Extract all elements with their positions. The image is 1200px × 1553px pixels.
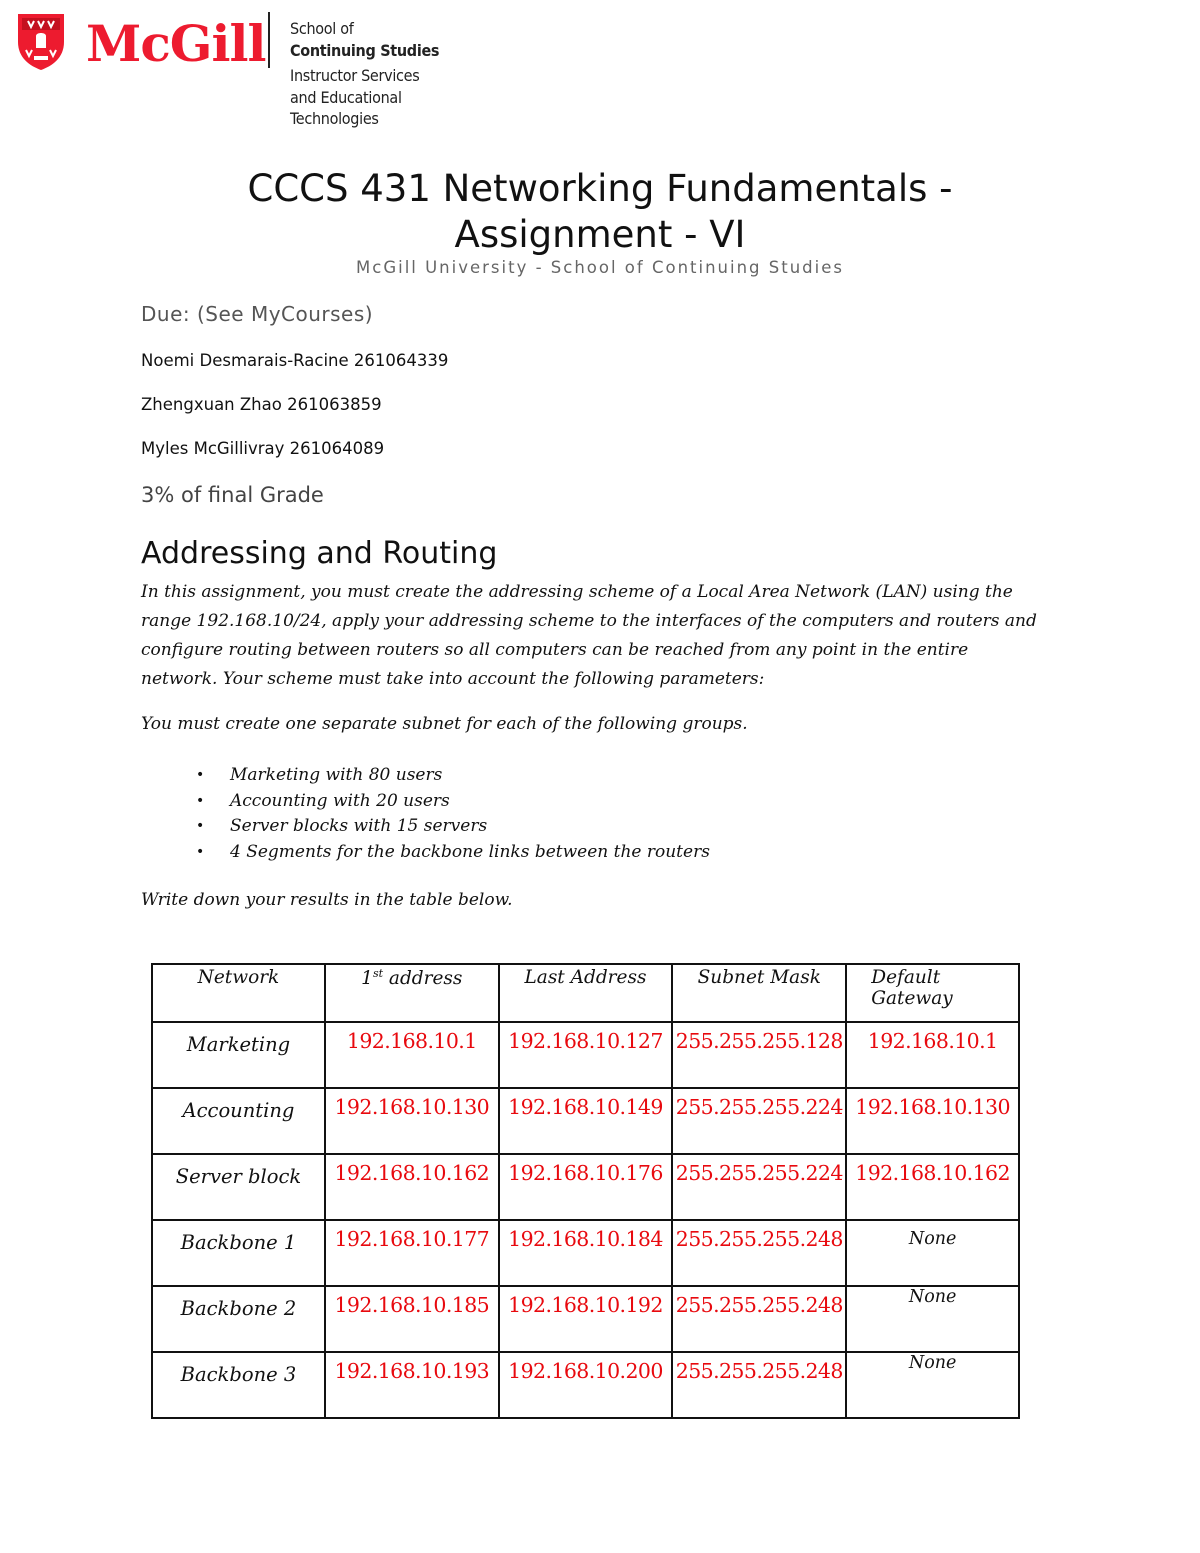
due-date: Due: (See MyCourses) bbox=[141, 302, 374, 326]
cell-network: Backbone 2 bbox=[152, 1286, 325, 1352]
cell-last: 192.168.10.149 bbox=[499, 1088, 673, 1154]
school-line-1: School of bbox=[290, 19, 354, 38]
table-row bbox=[152, 1088, 1019, 1154]
write-down-text: Write down your results in the table below. bbox=[141, 890, 513, 910]
cell-gateway: 192.168.10.1 bbox=[846, 1022, 1019, 1088]
dept-line-2: and Educational bbox=[290, 87, 402, 107]
list-item-text: Server blocks with 15 servers bbox=[230, 816, 488, 836]
header-default-gateway bbox=[846, 964, 1019, 1022]
member-3: Myles McGillivray 261064089 bbox=[141, 439, 385, 458]
table-header-row bbox=[152, 964, 1019, 1022]
header-gateway-line-2: Gateway bbox=[871, 988, 953, 1009]
list-item bbox=[196, 814, 710, 840]
cell-first: 192.168.10.177 bbox=[325, 1220, 499, 1286]
cell-mask: 255.255.255.248 bbox=[672, 1286, 846, 1352]
table-row bbox=[152, 1154, 1019, 1220]
cell-last: 192.168.10.200 bbox=[499, 1352, 673, 1418]
cell-first: 192.168.10.1 bbox=[325, 1022, 499, 1088]
cell-mask: 255.255.255.224 bbox=[672, 1154, 846, 1220]
header-last-address: Last Address bbox=[499, 964, 673, 1022]
header-network: Network bbox=[152, 964, 325, 1022]
table-row bbox=[152, 1352, 1019, 1418]
header-first-address bbox=[325, 964, 499, 1022]
header-first-num: 1 bbox=[361, 968, 373, 990]
grade-weight: 3% of final Grade bbox=[141, 483, 324, 507]
table-row bbox=[152, 1220, 1019, 1286]
bullet-icon: • bbox=[196, 767, 205, 783]
cell-mask: 255.255.255.248 bbox=[672, 1352, 846, 1418]
list-item bbox=[196, 840, 710, 866]
cell-network: Backbone 3 bbox=[152, 1352, 325, 1418]
list-item-text: Accounting with 20 users bbox=[230, 790, 450, 811]
cell-mask: 255.255.255.248 bbox=[672, 1220, 846, 1286]
cell-last: 192.168.10.127 bbox=[499, 1022, 673, 1088]
instruction-text: You must create one separate subnet for each of the following groups. bbox=[141, 714, 748, 734]
cell-mask: 255.255.255.224 bbox=[672, 1088, 846, 1154]
cell-network: Accounting bbox=[152, 1088, 325, 1154]
bullet-icon: • bbox=[196, 843, 205, 860]
bullet-icon: • bbox=[196, 818, 205, 834]
list-item-text: 4 Segments for the backbone links between the routers bbox=[230, 841, 710, 862]
logo-divider bbox=[268, 12, 270, 68]
cell-first: 192.168.10.130 bbox=[325, 1088, 499, 1154]
cell-network: Marketing bbox=[152, 1022, 325, 1088]
table-row bbox=[152, 1022, 1019, 1088]
cell-gateway: 192.168.10.130 bbox=[846, 1088, 1019, 1154]
mcgill-shield-icon bbox=[16, 12, 66, 72]
dept-line-3: Technologies bbox=[290, 109, 379, 128]
table-row bbox=[152, 1286, 1019, 1352]
intro-paragraph: In this assignment, you must create the addressing scheme of a Local Area Network (LAN) using the range 192.168.10/24, apply your addressing scheme to the interfaces of the computers and routers and configure routing between routers so all computers can be reached from any point in the entire network. Your scheme must take into account the following parameters: bbox=[141, 582, 1037, 689]
header-first-rest: address bbox=[383, 968, 463, 990]
doc-title-line-2: Assignment - VI bbox=[454, 213, 746, 256]
cell-gateway: None bbox=[846, 1352, 1019, 1418]
list-item bbox=[196, 789, 710, 815]
mcgill-logo-block bbox=[14, 10, 454, 130]
bullet-icon: • bbox=[196, 792, 205, 809]
cell-gateway: None bbox=[846, 1220, 1019, 1286]
school-lines bbox=[290, 18, 439, 130]
cell-last: 192.168.10.192 bbox=[499, 1286, 673, 1352]
cell-first: 192.168.10.193 bbox=[325, 1352, 499, 1418]
cell-network: Server block bbox=[152, 1154, 325, 1220]
cell-last: 192.168.10.176 bbox=[499, 1154, 673, 1220]
results-table bbox=[151, 963, 1020, 1419]
cell-first: 192.168.10.185 bbox=[325, 1286, 499, 1352]
list-item-text: Marketing with 80 users bbox=[230, 765, 443, 785]
group-list bbox=[196, 763, 710, 865]
cell-network: Backbone 1 bbox=[152, 1220, 325, 1286]
member-1: Noemi Desmarais-Racine 261064339 bbox=[141, 351, 449, 370]
mcgill-wordmark: McGill bbox=[86, 14, 266, 73]
cell-last: 192.168.10.184 bbox=[499, 1220, 673, 1286]
doc-title-line-1: CCCS 431 Networking Fundamentals - bbox=[247, 167, 953, 210]
cell-gateway: None bbox=[846, 1286, 1019, 1352]
cell-mask: 255.255.255.128 bbox=[672, 1022, 846, 1088]
cell-gateway: 192.168.10.162 bbox=[846, 1154, 1019, 1220]
list-item bbox=[196, 763, 710, 789]
doc-subtitle: McGill University - School of Continuing Studies bbox=[356, 258, 844, 277]
header-gateway-line-1: Default bbox=[871, 967, 941, 988]
member-2: Zhengxuan Zhao 261063859 bbox=[141, 395, 382, 414]
school-line-2: Continuing Studies bbox=[290, 40, 440, 60]
section-title: Addressing and Routing bbox=[141, 536, 498, 571]
dept-line-1: Instructor Services bbox=[290, 66, 420, 85]
header-subnet-mask: Subnet Mask bbox=[672, 964, 846, 1022]
header-first-sup: st bbox=[372, 967, 384, 980]
cell-first: 192.168.10.162 bbox=[325, 1154, 499, 1220]
